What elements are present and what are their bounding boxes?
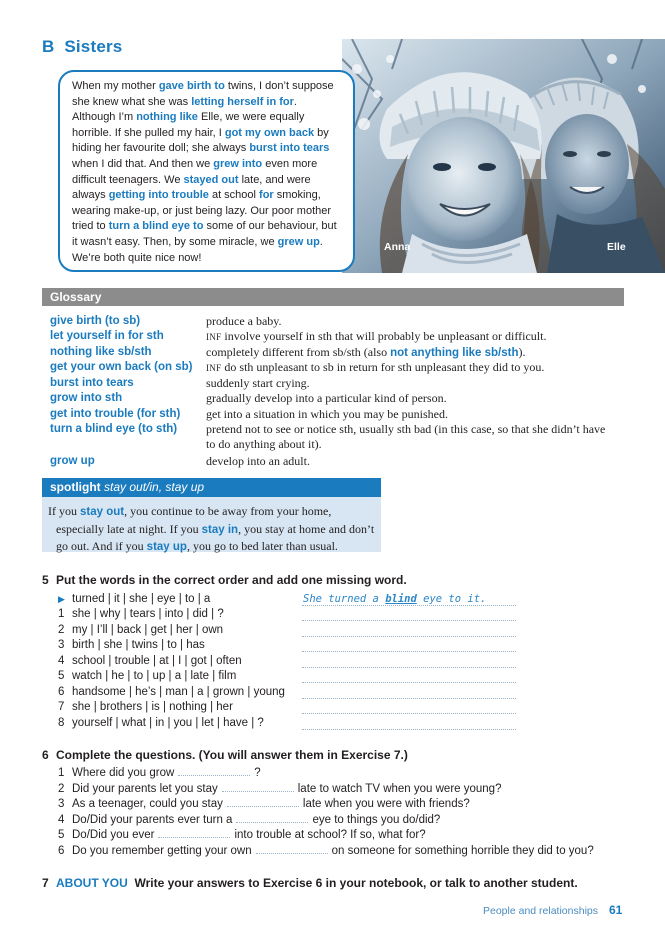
answer-blank[interactable] [227,806,299,807]
answer-line[interactable] [302,729,516,730]
answer-blank[interactable] [158,837,230,838]
section-name: Sisters [64,37,123,56]
story-phrase-highlight: got my own back [224,126,315,139]
exercise-7-heading: 7 ABOUT YOU Write your answers to Exercise 6 in your notebook, or talk to another student. [42,876,578,890]
story-text: even more difficult teenagers. We [72,157,318,186]
exercise-5-item: 8 yourself | what | in | you | let | have | ? [58,716,264,729]
story-phrase-highlight: turn a blind eye to [108,220,204,233]
example-arrow-icon: ▶ [58,594,65,604]
answer-line-example [302,605,516,606]
answer-blank[interactable] [178,775,250,776]
glossary-definition: INF do sth unpleasant to sb in return for sth unpleasant they did to you. [206,360,545,374]
glossary-header: Glossary [42,288,624,306]
story-phrase-highlight: letting herself in for [191,95,294,108]
glossary-definition: suddenly start crying. [206,376,310,390]
glossary-definition: produce a baby. [206,314,282,328]
answer-line[interactable] [302,636,516,637]
glossary-term: grow up [50,455,95,467]
example-answer: She turned a blind eye to it. [303,593,487,605]
glossary-term: get into trouble (for sth) [50,408,181,420]
glossary-term: nothing like sb/sth [50,346,152,358]
glossary-definition: pretend not to see or notice sth, usually sth bad (in this case, so that she didn’t have to do anything about it). [206,422,606,452]
story-text: by hiding her favourite doll; she always [72,126,329,155]
story-text: when I did that. And then we [72,157,214,170]
exercise-6-item: 6 Do you remember getting your own on someone for something horrible they did to you? [58,844,594,857]
answer-line[interactable] [302,682,516,683]
answer-blank[interactable] [222,791,294,792]
section-letter: B [42,37,55,56]
story-text: When my mother [72,80,159,92]
story-text: Elle, we were equally horrible. If she pulled my hair, I [72,111,305,139]
sisters-photo [342,39,665,273]
glossary-term: give birth (to sb) [50,315,141,327]
glossary-definition: get into a situation in which you may be punished. [206,407,448,421]
story-phrase-highlight: burst into tears [249,142,330,155]
glossary-term: burst into tears [50,377,134,389]
glossary-term: get your own back (on sb) [50,361,193,373]
exercise-6-item: 5 Do/Did you ever into trouble at school? If so, what for? [58,829,426,841]
glossary-definition: INF involve yourself in sth that will probably be unpleasant or difficult. [206,329,547,343]
story-phrase-highlight: stayed out [183,173,239,186]
story-text: late, and were always [72,173,311,202]
story-text: . Although I’m [72,95,297,124]
glossary-term: grow into sth [50,392,123,404]
answer-blank[interactable] [256,853,328,854]
section-title [42,37,122,57]
exercise-6-item: 2 Did your parents let you stay late to watch TV when you were young? [58,782,502,795]
glossary-definition: gradually develop into a particular kind of person. [206,391,447,405]
exercise-5-item: 4 school | trouble | at | I | got | often [58,654,242,667]
photo-label-anna: Anna [384,241,411,253]
answer-line[interactable] [302,620,516,621]
story-phrase-highlight: gave birth to [158,80,225,92]
answer-line[interactable] [302,651,516,652]
story-box [58,70,355,272]
footer-chapter: People and relationships [483,905,598,917]
spotlight-header: spotlight stay out/in, stay up [42,478,381,497]
answer-line[interactable] [302,713,516,714]
photo-label-elle: Elle [607,241,626,253]
exercise-5-item: 1 she | why | tears | into | did | ? [58,608,224,620]
story-phrase-highlight: nothing like [136,111,198,124]
story-text: some of our behaviour, but it wasn’t easy. Then, by some miracle, we [72,220,337,248]
exercise-5-item: 3 birth | she | twins | to | has [58,639,205,651]
story-text: twins, I don’t suppose she knew what she was [72,80,334,108]
exercise-5-item: 7 she | brothers | is | nothing | her [58,701,233,713]
story-text: . We’re both quite nice now! [72,235,323,264]
story-phrase-highlight: grew into [213,157,263,170]
exercise-5-example: ▶ turned | it | she | eye | to | a [58,593,211,605]
answer-line[interactable] [302,698,516,699]
exercise-6-item: 1 Where did you grow ? [58,767,261,779]
exercise-5-item: 6 handsome | he’s | man | a | grown | young [58,685,285,698]
story-text: at school [208,189,260,202]
informal-label: INF [206,363,222,373]
page-number: 61 [609,903,623,917]
answer-line[interactable] [302,667,516,668]
spotlight-body: If you stay out, you continue to be away from your home, especially late at night. If you stay in, you stay at home and don’t go out. And if you stay up, you go to bed later than usual. [42,497,381,552]
glossary-term: turn a blind eye (to sth) [50,423,178,435]
informal-label: INF [206,332,222,342]
exercise-5-item: 2 my | I’ll | back | get | her | own [58,623,224,636]
exercise-5-heading: 5 Put the words in the correct order and add one missing word. [42,573,407,587]
exercise-5-item: 5 watch | he | to | up | a | late | film [58,670,237,682]
glossary-definition: develop into an adult. [206,454,310,468]
story-phrase-highlight: getting into trouble [108,189,209,202]
answer-blank[interactable] [236,822,308,823]
story-phrase-highlight: grew up [277,235,320,248]
exercise-6-item: 4 Do/Did your parents ever turn a eye to things you do/did? [58,813,441,826]
story-phrase-highlight: for [259,189,274,202]
glossary-definition: completely different from sb/sth (also not anything like sb/sth). [206,345,526,359]
story-text: smoking, wearing make-up, or just being lazy. Our poor mother tried to [72,189,332,233]
exercise-6-item: 3 As a teenager, could you stay late when you were with friends? [58,798,470,810]
exercise-6-heading: 6 Complete the questions. (You will answer them in Exercise 7.) [42,748,408,762]
glossary-term: let yourself in for sth [50,330,164,342]
